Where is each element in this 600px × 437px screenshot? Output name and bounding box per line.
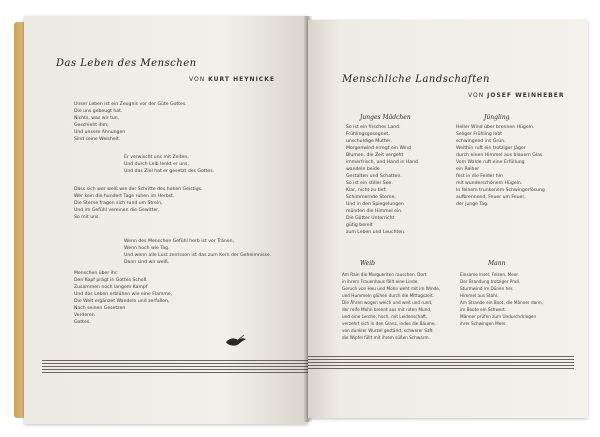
poem-stanza-3 (74, 186, 202, 221)
poem-line: die Wipfel füllt mit ihrem süßen Schwarm. (342, 335, 430, 340)
poem-line: Nichts, was wir tun, (74, 116, 120, 121)
poem-line: Geschieht ihm; (74, 123, 109, 128)
poem-line: der junge Tag. (456, 202, 489, 207)
poem-line: von dunkler Wurzel gestärkt, schwerer Saft (342, 328, 433, 333)
poem-line: Den Kopf prägt in Gottes Schoß (74, 278, 147, 283)
poem-line: Morgenwind erregt ein Wind (346, 146, 412, 151)
poem-line: Wer kein die hundert Tage ruhen im Herbst. (74, 194, 175, 199)
poem-stanza-2 (124, 154, 214, 175)
poem-line: Unser Leben ist ein Zeugnis vor der Güte Gottes. (74, 102, 187, 107)
poem-line: Am Strande ein Boot, die Männer darin, (460, 300, 544, 305)
poem-line: ein Reiher (456, 167, 480, 172)
open-book (14, 14, 588, 424)
poem-line: Männer prüfen zum Undurchdringen (460, 314, 537, 319)
poem-line: ihrer Schwingen Meer. (460, 321, 507, 326)
poem-line: aufbrennend, Feuer um Feuer, (456, 195, 526, 200)
poem-stanza-1 (74, 101, 187, 143)
poem-line: Und das Ziel hat er gesetzt des Gottes. (124, 169, 215, 174)
left-page (24, 16, 308, 424)
poem-weib (342, 271, 440, 341)
poem-line: und eine Lerche, hoch, mit Leidenschaft, (342, 314, 428, 319)
poem-line: So ist ein stiller See. (346, 181, 393, 186)
poem-line: immerfrisch, und Hand in Hand (346, 160, 418, 165)
poem-line: Und das Leben erblühen wie eine Flamme, (74, 292, 173, 297)
poem-line: Die uns gebeugt hat. (74, 109, 123, 114)
poem-line: Heller Wind über brennen Hügeln. (456, 125, 535, 130)
poem-line: Er verwischt uns mit Zeiten, (124, 155, 189, 160)
poem-line: schwingend ins Grün. (456, 139, 506, 144)
left-page-author (189, 76, 275, 83)
poem-line: Und in den Spiegelungen (346, 202, 404, 207)
poem-line: Und durch Leib lenkt er uns, (124, 162, 189, 167)
poem-line: Die Ähren wogen weich und weit und rund, (342, 300, 433, 305)
poem-line: gütig bereit (346, 223, 373, 228)
poem-line: Und im Gefühl vereinen die Gewitter, (74, 208, 160, 213)
poem-line: Nach seinen Gesetzen (74, 306, 126, 311)
poem-line: Sturmwind im Dünen her. (460, 286, 514, 291)
poem-line: Geruch von Heu und Mohn weht mit im Winde, (342, 286, 441, 291)
section-heading: Junges Mädchen (360, 114, 411, 121)
author-name: KURT HEYNICKE (208, 76, 275, 83)
poem-line: münden die Himmel ein. (346, 209, 403, 214)
poem-line: Klar, nicht zu tief: (346, 188, 387, 193)
poem-juengling (456, 124, 545, 208)
poem-line: Menschen über ihr: (74, 271, 119, 276)
section-heading: Jüngling (484, 114, 510, 121)
poem-line: Blumen, die Zeit vergeht (346, 153, 404, 158)
poem-line: im Boote ein Schwert. (460, 307, 507, 312)
poem-line: Wenn hoch wie Tag. (124, 246, 170, 251)
poem-line: Der Brandung trotziger Prall. (460, 279, 521, 284)
poem-junges-maedchen (346, 124, 418, 236)
author-prefix: VON (468, 92, 485, 99)
poem-line: Himmel aus Stahl. (460, 293, 499, 298)
music-staff-left (42, 360, 308, 375)
author-prefix: VON (189, 76, 206, 83)
poem-line: unschuldige Mutter, (346, 139, 392, 144)
poem-line: Zusammen noch langem Kampf (74, 285, 148, 290)
music-staff-right (308, 356, 574, 371)
poem-line: in ihrem Frauenhaus fällt eine Linde. (342, 279, 419, 284)
poem-line: wandeln beide (346, 167, 380, 172)
poem-line: So ist ein frisches Land. (346, 125, 401, 130)
poem-line: In feinem trunkenem Schwingerlösung (456, 188, 545, 193)
poem-mann (460, 271, 543, 327)
poem-stanza-4 (124, 238, 271, 266)
left-page-title: Das Leben des Menschen (56, 58, 197, 69)
poem-line: Und wenn alle Lust zerrissen ist das zum Kern der Geheimnisse. (124, 253, 272, 258)
poem-line: Die Sterne fragen sich rund um Strein, (74, 201, 163, 206)
poem-line: der reife Mohn brennt aus mit roten Mund, (342, 307, 432, 312)
poem-line: durch einen Himmel aus blauem Glas. (456, 153, 544, 158)
poem-line: Seliger Frühling lebt (456, 132, 503, 137)
bird-ornament-icon (224, 334, 248, 348)
poem-line: So mit uns. (74, 215, 100, 220)
poem-line: verzehrt sich in den Glanz, indes die Bäume, (342, 321, 436, 326)
poem-line: Dass sich wer weiß wie der Schritte des hohen Geistigs, (74, 187, 203, 192)
poem-stanza-5 (74, 270, 172, 326)
poem-line: fest in die Felder hin (456, 174, 503, 179)
poem-line: Einsame Insel, Felsen, Meer. (460, 272, 520, 277)
right-page-title: Menschliche Landschaften (342, 74, 490, 85)
poem-line: zum Leben und Leuchten. (346, 230, 406, 235)
right-page-author (468, 92, 564, 99)
poem-line: Dann sind wir weiß. (124, 260, 170, 265)
poem-line: Frühlingsgesegnet, (346, 132, 390, 137)
poem-line: mit wunderschönem Hügeln. (456, 181, 523, 186)
poem-line: Wenn des Menschen Gefühl herb ist vor Tränen, (124, 239, 235, 244)
author-name: JOSEF WEINHEBER (487, 92, 565, 99)
poem-line: Gestalten und Schatten. (346, 174, 402, 179)
poem-line: Gottes. (74, 320, 91, 325)
poem-line: Die Götter Unterricht (346, 216, 395, 221)
poem-line: Sind seine Weisheit. (74, 137, 121, 142)
poem-line: Verderen (74, 313, 95, 318)
section-heading: Mann (488, 260, 506, 267)
poem-line: Die Welt ergänzet Wandeln und zerfallen, (74, 299, 170, 304)
poem-line: Und unsere Ahnungen (74, 130, 126, 135)
poem-line: Am Rain die Margueriten rauschen. Dort (342, 272, 427, 277)
poem-line: und Hummeln glühen durch die Mittagszeit. (342, 293, 435, 298)
poem-line: Weithin ruft ein trotziger Jäger (456, 146, 526, 151)
poem-line: Vom Walde ruft eine Erfüllung (456, 160, 525, 165)
right-page (308, 20, 588, 418)
poem-line: Schimmernde Sterne, (346, 195, 396, 200)
section-heading: Weib (360, 260, 375, 267)
